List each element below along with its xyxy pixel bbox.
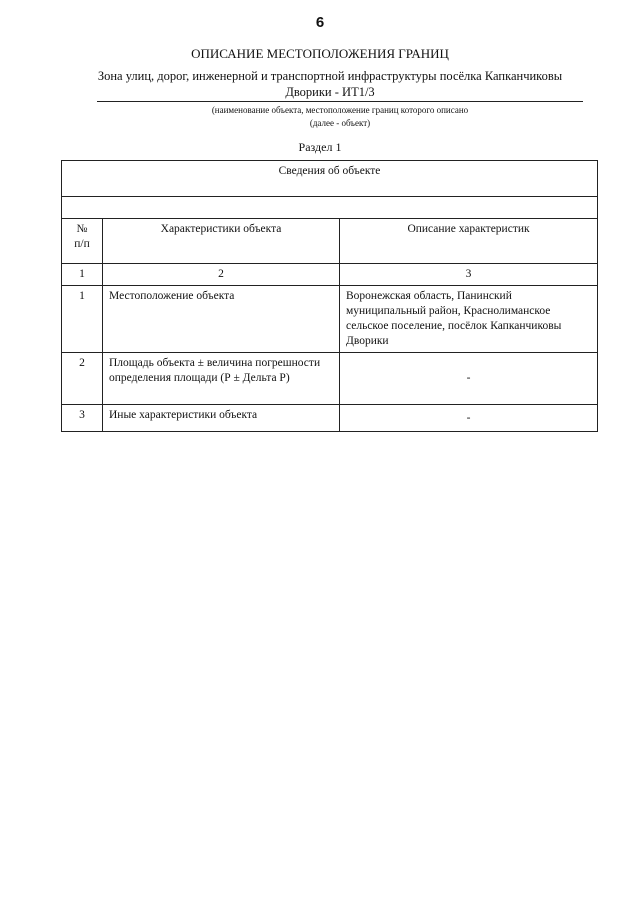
column-number: 3: [340, 264, 598, 286]
document-title: ОПИСАНИЕ МЕСТОПОЛОЖЕНИЯ ГРАНИЦ: [191, 46, 449, 61]
row-description: Воронежская область, Панинский муниципальный район, Краснолиманское сельское поселение, посёлок Капканчиковы Дворики: [340, 286, 598, 353]
caption-line-2: (далее - объект): [309, 118, 371, 128]
row-number: 3: [62, 405, 103, 432]
column-header-characteristic: Характеристики объекта: [103, 219, 340, 264]
subject-caption: [100, 104, 580, 130]
object-info-table: [61, 160, 598, 432]
column-header-num: № п/п: [62, 219, 103, 264]
subject-underline: [97, 101, 583, 102]
column-number-row: [62, 264, 598, 286]
caption-line-1: (наименование объекта, местоположение границ которого описано: [211, 105, 469, 115]
subject-line-1: Зона улиц, дорог, инженерной и транспортной инфраструктуры посёлка Капканчиковы: [97, 69, 563, 83]
row-characteristic: Площадь объекта ± величина погрешности определения площади (Р ± Дельта Р): [103, 353, 340, 405]
column-header-row: [62, 219, 598, 264]
table-header-row: [62, 161, 598, 197]
row-description: -: [340, 405, 598, 432]
table-blank-row: [62, 197, 598, 219]
table-row: [62, 405, 598, 432]
row-number: 1: [62, 286, 103, 353]
section-title: Раздел 1: [298, 140, 342, 154]
table-row: [62, 286, 598, 353]
subject-line-2: Дворики - ИТ1/3: [285, 85, 375, 99]
row-characteristic: Иные характеристики объекта: [103, 405, 340, 432]
column-header-description: Описание характеристик: [340, 219, 598, 264]
column-number: 2: [103, 264, 340, 286]
row-characteristic: Местоположение объекта: [103, 286, 340, 353]
row-number: 2: [62, 353, 103, 405]
column-number: 1: [62, 264, 103, 286]
row-description: -: [340, 353, 598, 405]
document-subject: [80, 68, 580, 100]
table-header: Сведения об объекте: [62, 161, 598, 197]
table-row: [62, 353, 598, 405]
page-number: 6: [315, 14, 325, 31]
blank-cell: [62, 197, 598, 219]
